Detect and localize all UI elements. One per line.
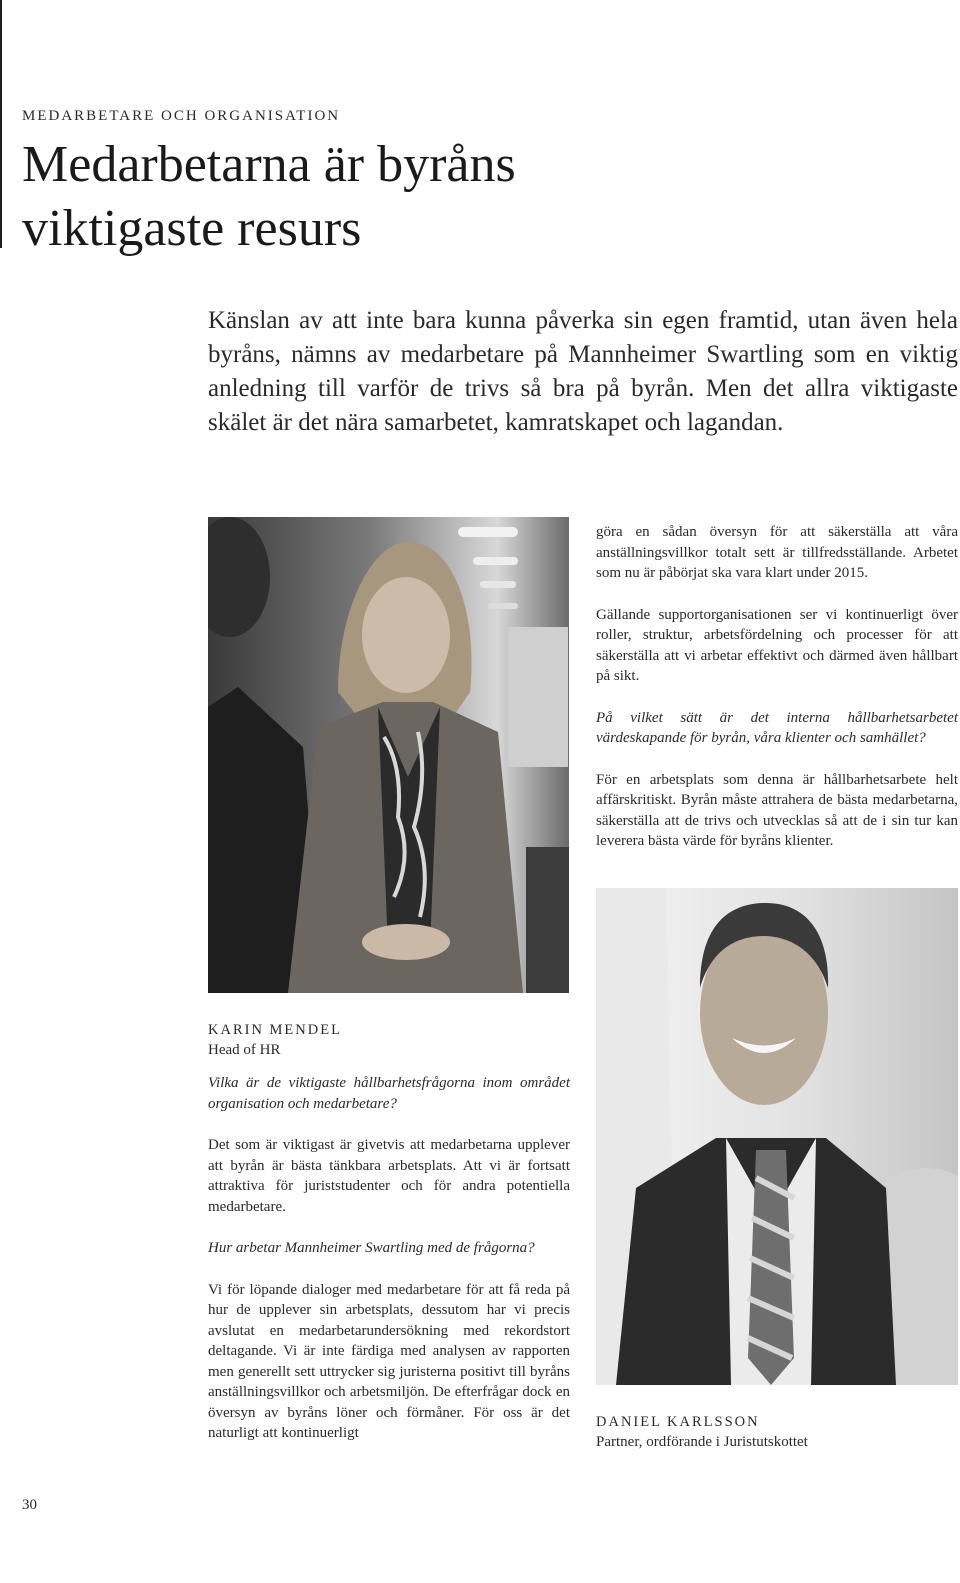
person-name: KARIN MENDEL	[208, 1022, 342, 1038]
portrait-karin-mendel	[208, 517, 569, 993]
section-label: MEDARBETARE OCH ORGANISATION	[22, 108, 341, 124]
person-name: DANIEL KARLSSON	[596, 1414, 760, 1430]
interview-answer: Det som är viktigast är givetvis att medarbetarna upplever att byrån är bästa tänkbara arbetsplats. Att vi är fortsatt attraktiva för juriststudenter och för andra potentiella medarbetare.	[208, 1137, 570, 1215]
margin-rule	[0, 0, 2, 248]
caption-karin	[208, 1020, 342, 1060]
right-text-column	[596, 522, 958, 873]
lead-paragraph: Känslan av att inte bara kunna påverka sin egen framtid, utan även hela byråns, nämns av medarbetare på Mannheimer Swartling som en viktig anledning till varför de trivs så bra på byrån. Men det allra viktigaste skälet är det nära samarbetet, kamratskapet och lagandan.	[208, 307, 958, 436]
portrait-daniel-karlsson	[596, 888, 958, 1385]
interview-answer: Vi för löpande dialoger med medarbetare för att få reda på hur de upplever sin arbetsplats, dessutom har vi precis avslutat en medarbetarundersökning med rekordstort deltagande. Vi är inte färdiga med analysen av rapporten men generellt sett uttrycker sig juristerna positivt till byråns anställningsvillkor och arbetsmiljön. De efterfrågar dock en översyn av byråns löner och förmåner. För oss är det naturligt att kontinuerligt	[208, 1281, 570, 1441]
interview-question: Hur arbetar Mannheimer Swartling med de frågorna?	[208, 1240, 535, 1256]
body-paragraph: Gällande supportorganisationen ser vi kontinuerligt över roller, struktur, arbetsfördelning och processer för att säkerställa att vi arbetar effektivt och därmed även hållbart på sikt.	[596, 606, 958, 684]
page-title-line-1: Medarbetarna är byråns	[22, 136, 516, 193]
left-text-column	[208, 1073, 570, 1465]
body-paragraph: göra en sådan översyn för att säkerställa att våra anställningsvillkor totalt sett är tillfredsställande. Arbetet som nu är påbörjat ska vara klart under 2015.	[596, 524, 958, 581]
page-title-line-2: viktigaste resurs	[22, 200, 362, 257]
person-role: Partner, ordförande i Juristutskottet	[596, 1434, 808, 1450]
page-number: 30	[22, 1497, 37, 1513]
interview-question: Vilka är de viktigaste hållbarhetsfrågorna inom området organisation och medarbetare?	[208, 1075, 570, 1112]
interview-question: På vilket sätt är det interna hållbarhetsarbetet värdeskapande för byrån, våra klienter och samhället?	[596, 709, 958, 746]
page-title	[22, 133, 722, 261]
person-role: Head of HR	[208, 1042, 281, 1058]
interview-answer: För en arbetsplats som denna är hållbarhetsarbete helt affärskritiskt. Byrån måste attrahera de bästa medarbetarna, säkerställa att de trivs och utvecklas så att de i sin tur kan leverera bästa värde för byråns klienter.	[596, 771, 958, 849]
caption-daniel	[596, 1412, 808, 1452]
